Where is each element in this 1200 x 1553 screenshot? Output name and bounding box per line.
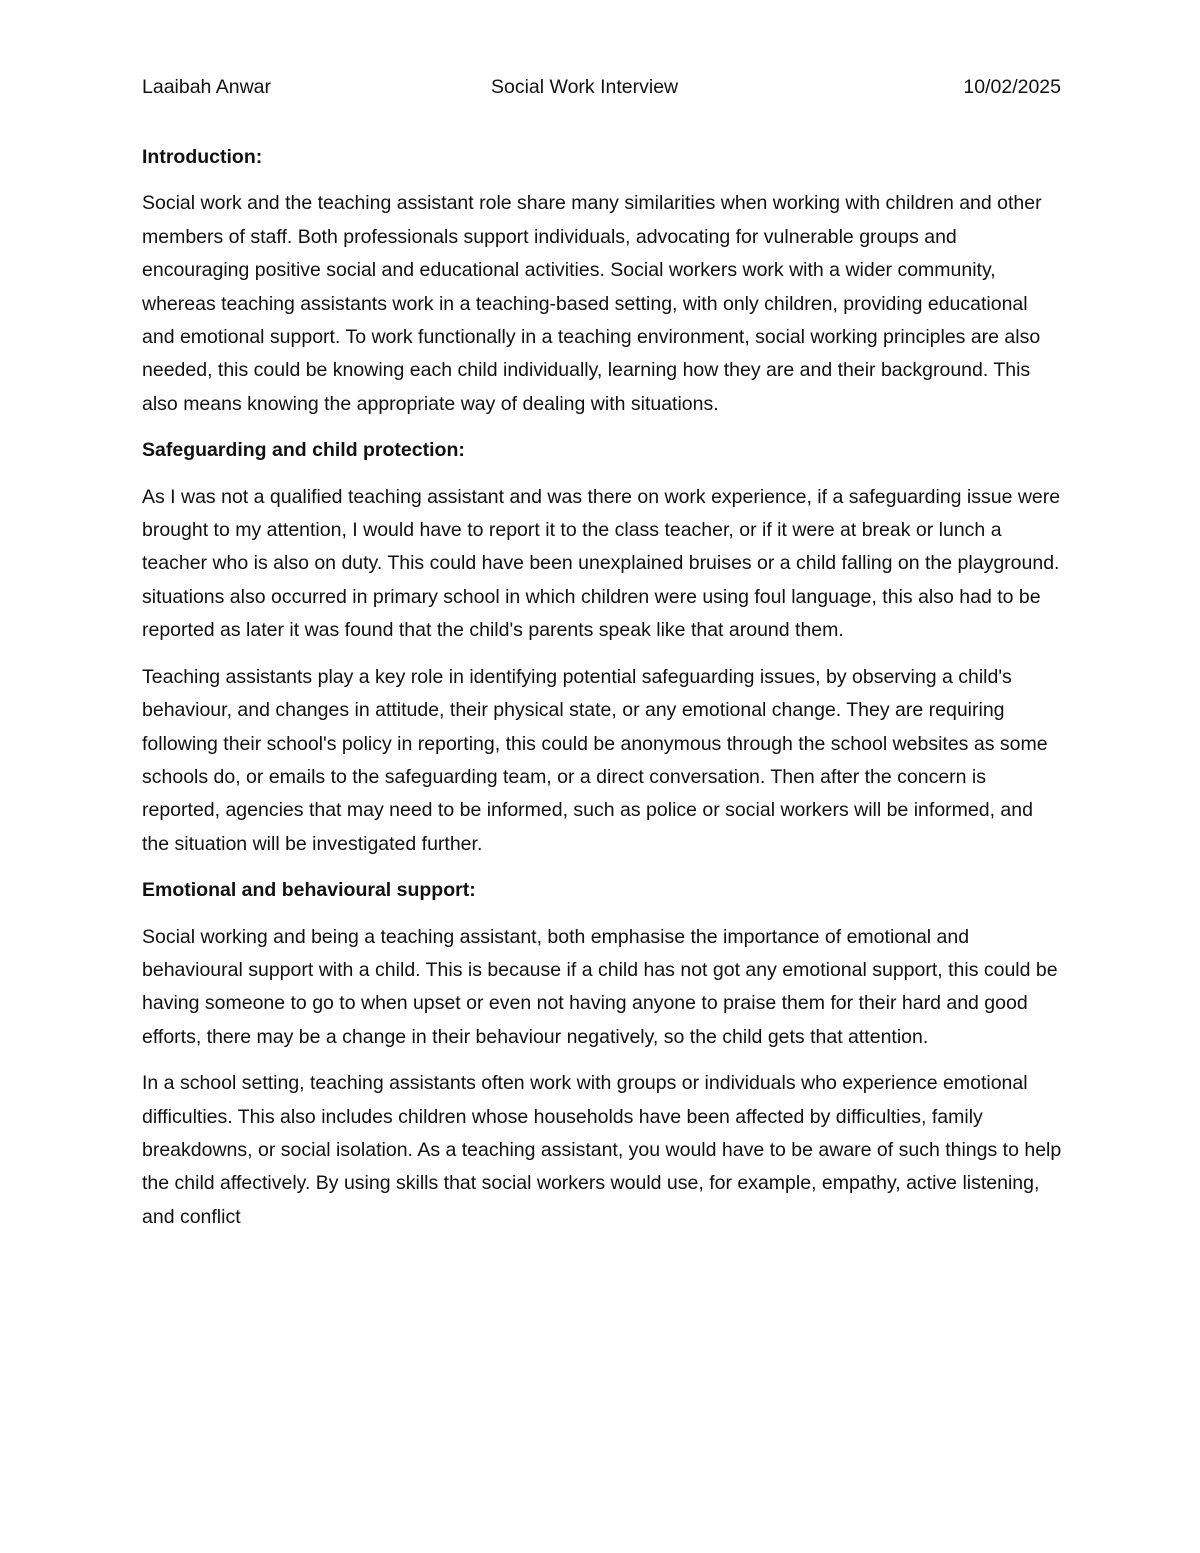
header-date: 10/02/2025 — [963, 76, 1061, 98]
emotional-support-heading: Emotional and behavioural support: — [142, 879, 476, 902]
safeguarding-paragraph-2: Teaching assistants play a key role in identifying potential safeguarding issues, by observing a child's behaviour, and changes in attitude, their physical state, or any emotional change. They are requiring following their school's policy in reporting, this could be anonymous through the school websites as some schools do, or emails to the safeguarding team, or a direct conversation. Then after the concern is reported, agencies that may need to be informed, such as police or social workers will be informed, and the situation will be investigated further. — [142, 665, 1048, 855]
page-header — [142, 72, 1061, 102]
safeguarding-heading: Safeguarding and child protection: — [142, 439, 465, 462]
emotional-support-paragraph-1: Social working and being a teaching assistant, both emphasise the importance of emotional and behavioural support with a child. This is because if a child has not got any emotional support, this could be having someone to go to when upset or even not having anyone to praise them for their hard and good efforts, there may be a change in their behaviour negatively, so the child gets that attention. — [142, 925, 1058, 1048]
document-body — [142, 141, 1064, 1247]
safeguarding-paragraph-1: As I was not a qualified teaching assistant and was there on work experience, if a safeguarding issue were brought to my attention, I would have to report it to the class teacher, or if it were at break or lunch a teacher who is also on duty. This could have been unexplained bruises or a child falling on the playground. situations also occurred in primary school in which children were using foul language, this also had to be reported as later it was found that the child's parents speak like that around them. — [142, 485, 1061, 642]
introduction-heading: Introduction: — [142, 146, 263, 168]
emotional-support-paragraph-2: In a school setting, teaching assistants often work with groups or individuals who experience emotional difficulties. This also includes children whose households have been affected by difficulties, family breakdowns, or social isolation. As a teaching assistant, you would have to be aware of such things to help the child affectively. By using skills that social workers would use, for example, empathy, active listening, and conflict — [142, 1072, 1062, 1228]
header-title: Social Work Interview — [491, 76, 679, 98]
header-author: Laaibah Anwar — [142, 76, 272, 98]
introduction-paragraph: Social work and the teaching assistant role share many similarities when working with children and other members of staff. Both professionals support individuals, advocating for vulnerable groups and encouraging positive social and educational activities. Social workers work with a wider community, whereas teaching assistants work in a teaching-based setting, with only children, providing educational and emotional support. To work functionally in a teaching environment, social working principles are also needed, this could be knowing each child individually, learning how they are and their background. This also means knowing the appropriate way of dealing with situations. — [142, 192, 1042, 415]
